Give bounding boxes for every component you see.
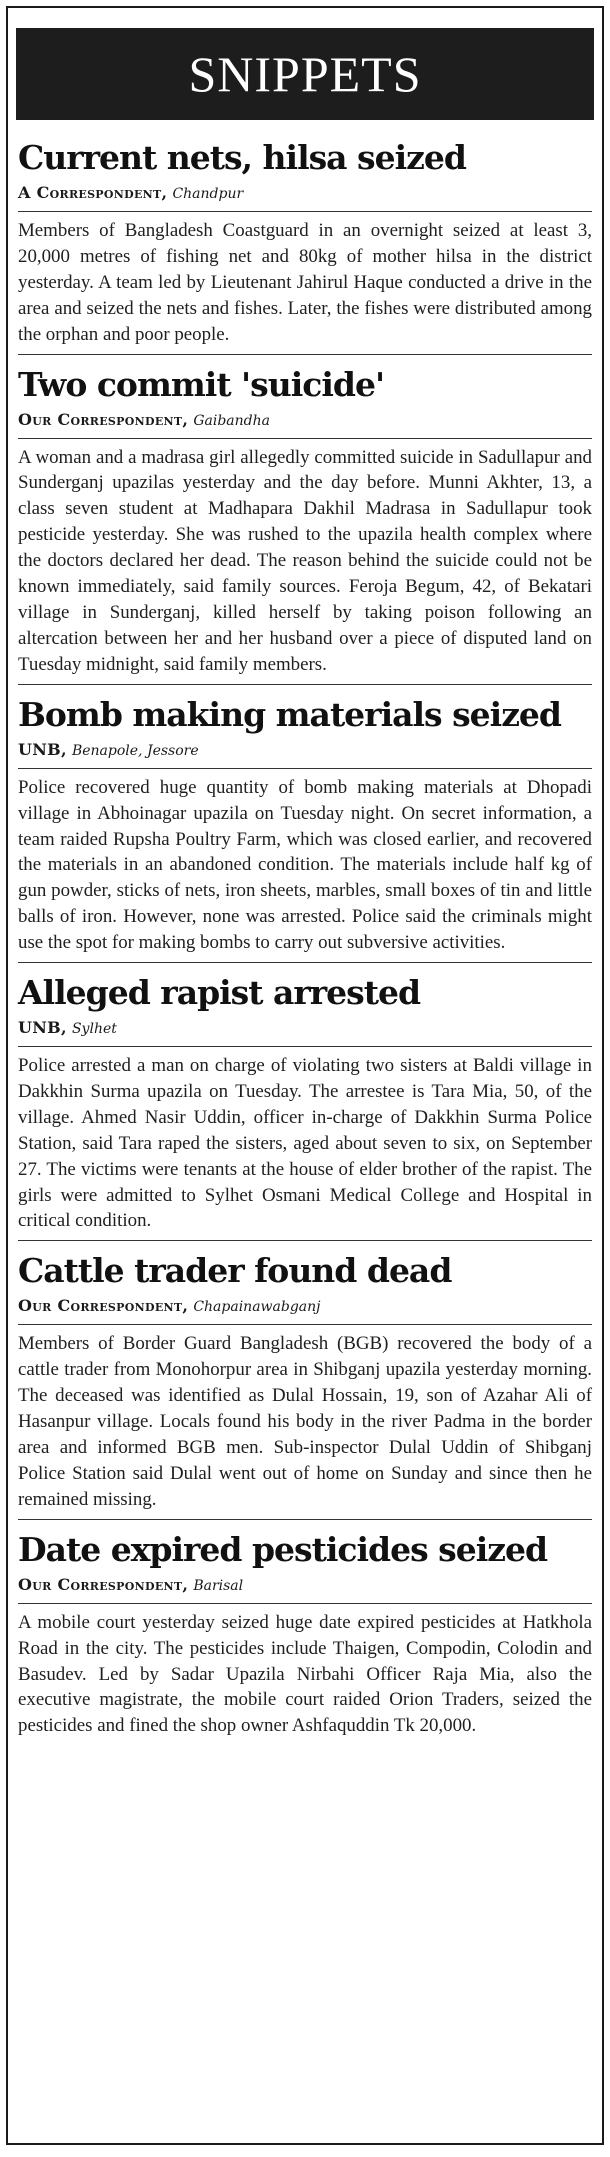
story-body: A woman and a madrasa girl allegedly committed suicide in Sadullapur and Sunderganj upazilas yesterday and the day before. Munni Akhter, 13, a class seven student at Madhapara Dakhil Madrasa in Sadullapur took pesticide yesterday. She was rushed to the upazila health complex where the doctors declared her dead. The reason behind the suicide could not be known immediately, said family sources. Feroja Begum, 42, of Bekatari village in Sunderganj, killed herself by taking poison following an altercation between her and her husband over a piece of disputed land on Tuesday midnight, said family members. — [18, 446, 592, 675]
story-body: Members of Bangladesh Coastguard in an overnight seized at least 3, 20,000 metres of fishing net and 80kg of mother hilsa in the district yesterday. A team led by Lieutenant Jahirul Haque conducted a drive in the area and seized the nets and fishes. Later, the fishes were distributed among the orphan and poor people. — [18, 220, 592, 345]
story-separator — [18, 962, 592, 963]
story-byline — [18, 737, 592, 764]
byline-source: Our Correspondent, — [18, 1574, 189, 1594]
byline-source: UNB, — [18, 739, 67, 759]
section-title: SNIPPETS — [188, 46, 422, 102]
byline-divider — [18, 1603, 592, 1604]
story-bomb-materials — [18, 693, 592, 956]
story-hilsa-seized — [18, 136, 592, 348]
byline-source: Our Correspondent, — [18, 1296, 189, 1316]
byline-location: Sylhet — [71, 1021, 117, 1038]
byline-divider — [18, 1046, 592, 1047]
byline-source: A Correspondent, — [18, 183, 168, 202]
byline-source: UNB, — [18, 1018, 67, 1038]
story-headline: Alleged rapist arrested — [18, 973, 421, 1013]
story-byline — [18, 1572, 592, 1599]
story-body: A mobile court yesterday seized huge date expired pesticides at Hatkhola Road in the city. The pesticides include Thaigen, Compodin, Colodin and Basudev. Led by Sadar Upazila Nirbahi Officer Raja Mia, also the executive magistrate, the mobile court raided Orion Traders, seized the pesticides and fined the shop owner Ashfaquddin Tk 20,000. — [18, 1611, 592, 1737]
story-headline: Current nets, hilsa seized — [18, 138, 466, 177]
byline-divider — [18, 768, 592, 769]
byline-divider — [18, 211, 592, 212]
story-separator — [18, 1519, 592, 1520]
story-byline — [18, 1293, 592, 1320]
story-headline: Bomb making materials seized — [18, 694, 562, 734]
story-separator — [18, 1240, 592, 1241]
story-rapist-arrested — [18, 971, 592, 1234]
byline-location: Gaibandha — [193, 412, 270, 429]
snippets-page — [6, 6, 604, 2145]
story-separator — [18, 354, 592, 355]
byline-location: Barisal — [193, 1577, 244, 1594]
byline-divider — [18, 1324, 592, 1325]
byline-source: Our Correspondent, — [18, 409, 189, 429]
section-banner — [16, 28, 594, 120]
story-cattle-trader — [18, 1249, 592, 1512]
story-headline: Cattle trader found dead — [18, 1251, 452, 1291]
story-byline — [18, 180, 592, 207]
story-headline: Two commit 'suicide' — [18, 364, 385, 404]
byline-location: Chandpur — [172, 186, 244, 202]
story-two-suicide — [18, 363, 592, 678]
byline-location: Benapole, Jessore — [71, 742, 199, 759]
byline-location: Chapainawabganj — [193, 1299, 321, 1316]
story-body: Police arrested a man on charge of violating two sisters at Baldi village in Dakkhin Surma upazila on Tuesday. The arrestee is Tara Mia, 50, of the village. Ahmed Nasir Uddin, officer in-charge of Dakkhin Surma Police Station, said Tara raped the sisters, aged about seven to six, on September 27. The victims were tenants at the house of elder brother of the rapist. The girls were admitted to Sylhet Osmani Medical College and Hospital in critical condition. — [18, 1055, 592, 1232]
story-byline — [18, 407, 592, 434]
story-separator — [18, 684, 592, 685]
byline-divider — [18, 438, 592, 439]
story-byline — [18, 1015, 592, 1042]
story-body: Members of Border Guard Bangladesh (BGB) recovered the body of a cattle trader from Monohorpur area in Shibganj upazila yesterday morning. The deceased was identified as Dulal Hossain, 19, son of Azahar Ali of Hasanpur village. Locals found his body in the river Padma in the border area and informed BGB men. Sub-inspector Dulal Uddin of Shibganj Police Station said Dulal went out of home on Sunday and since then he remained missing. — [18, 1333, 592, 1510]
story-pesticides-seized — [18, 1528, 592, 1740]
story-headline: Date expired pesticides seized — [18, 1529, 548, 1569]
story-body: Police recovered huge quantity of bomb making materials at Dhopadi village in Abhoinagar upazila on Tuesday night. On secret information, a team raided Rupsha Poultry Farm, which was closed earlier, and recovered the materials in an abandoned condition. The materials include half kg of gun powder, sticks of nets, iron sheets, marbles, small boxes of tin and little balls of iron. However, none was arrested. Police said the criminals might use the spot for making bombs to carry out subversive activities. — [18, 776, 592, 954]
